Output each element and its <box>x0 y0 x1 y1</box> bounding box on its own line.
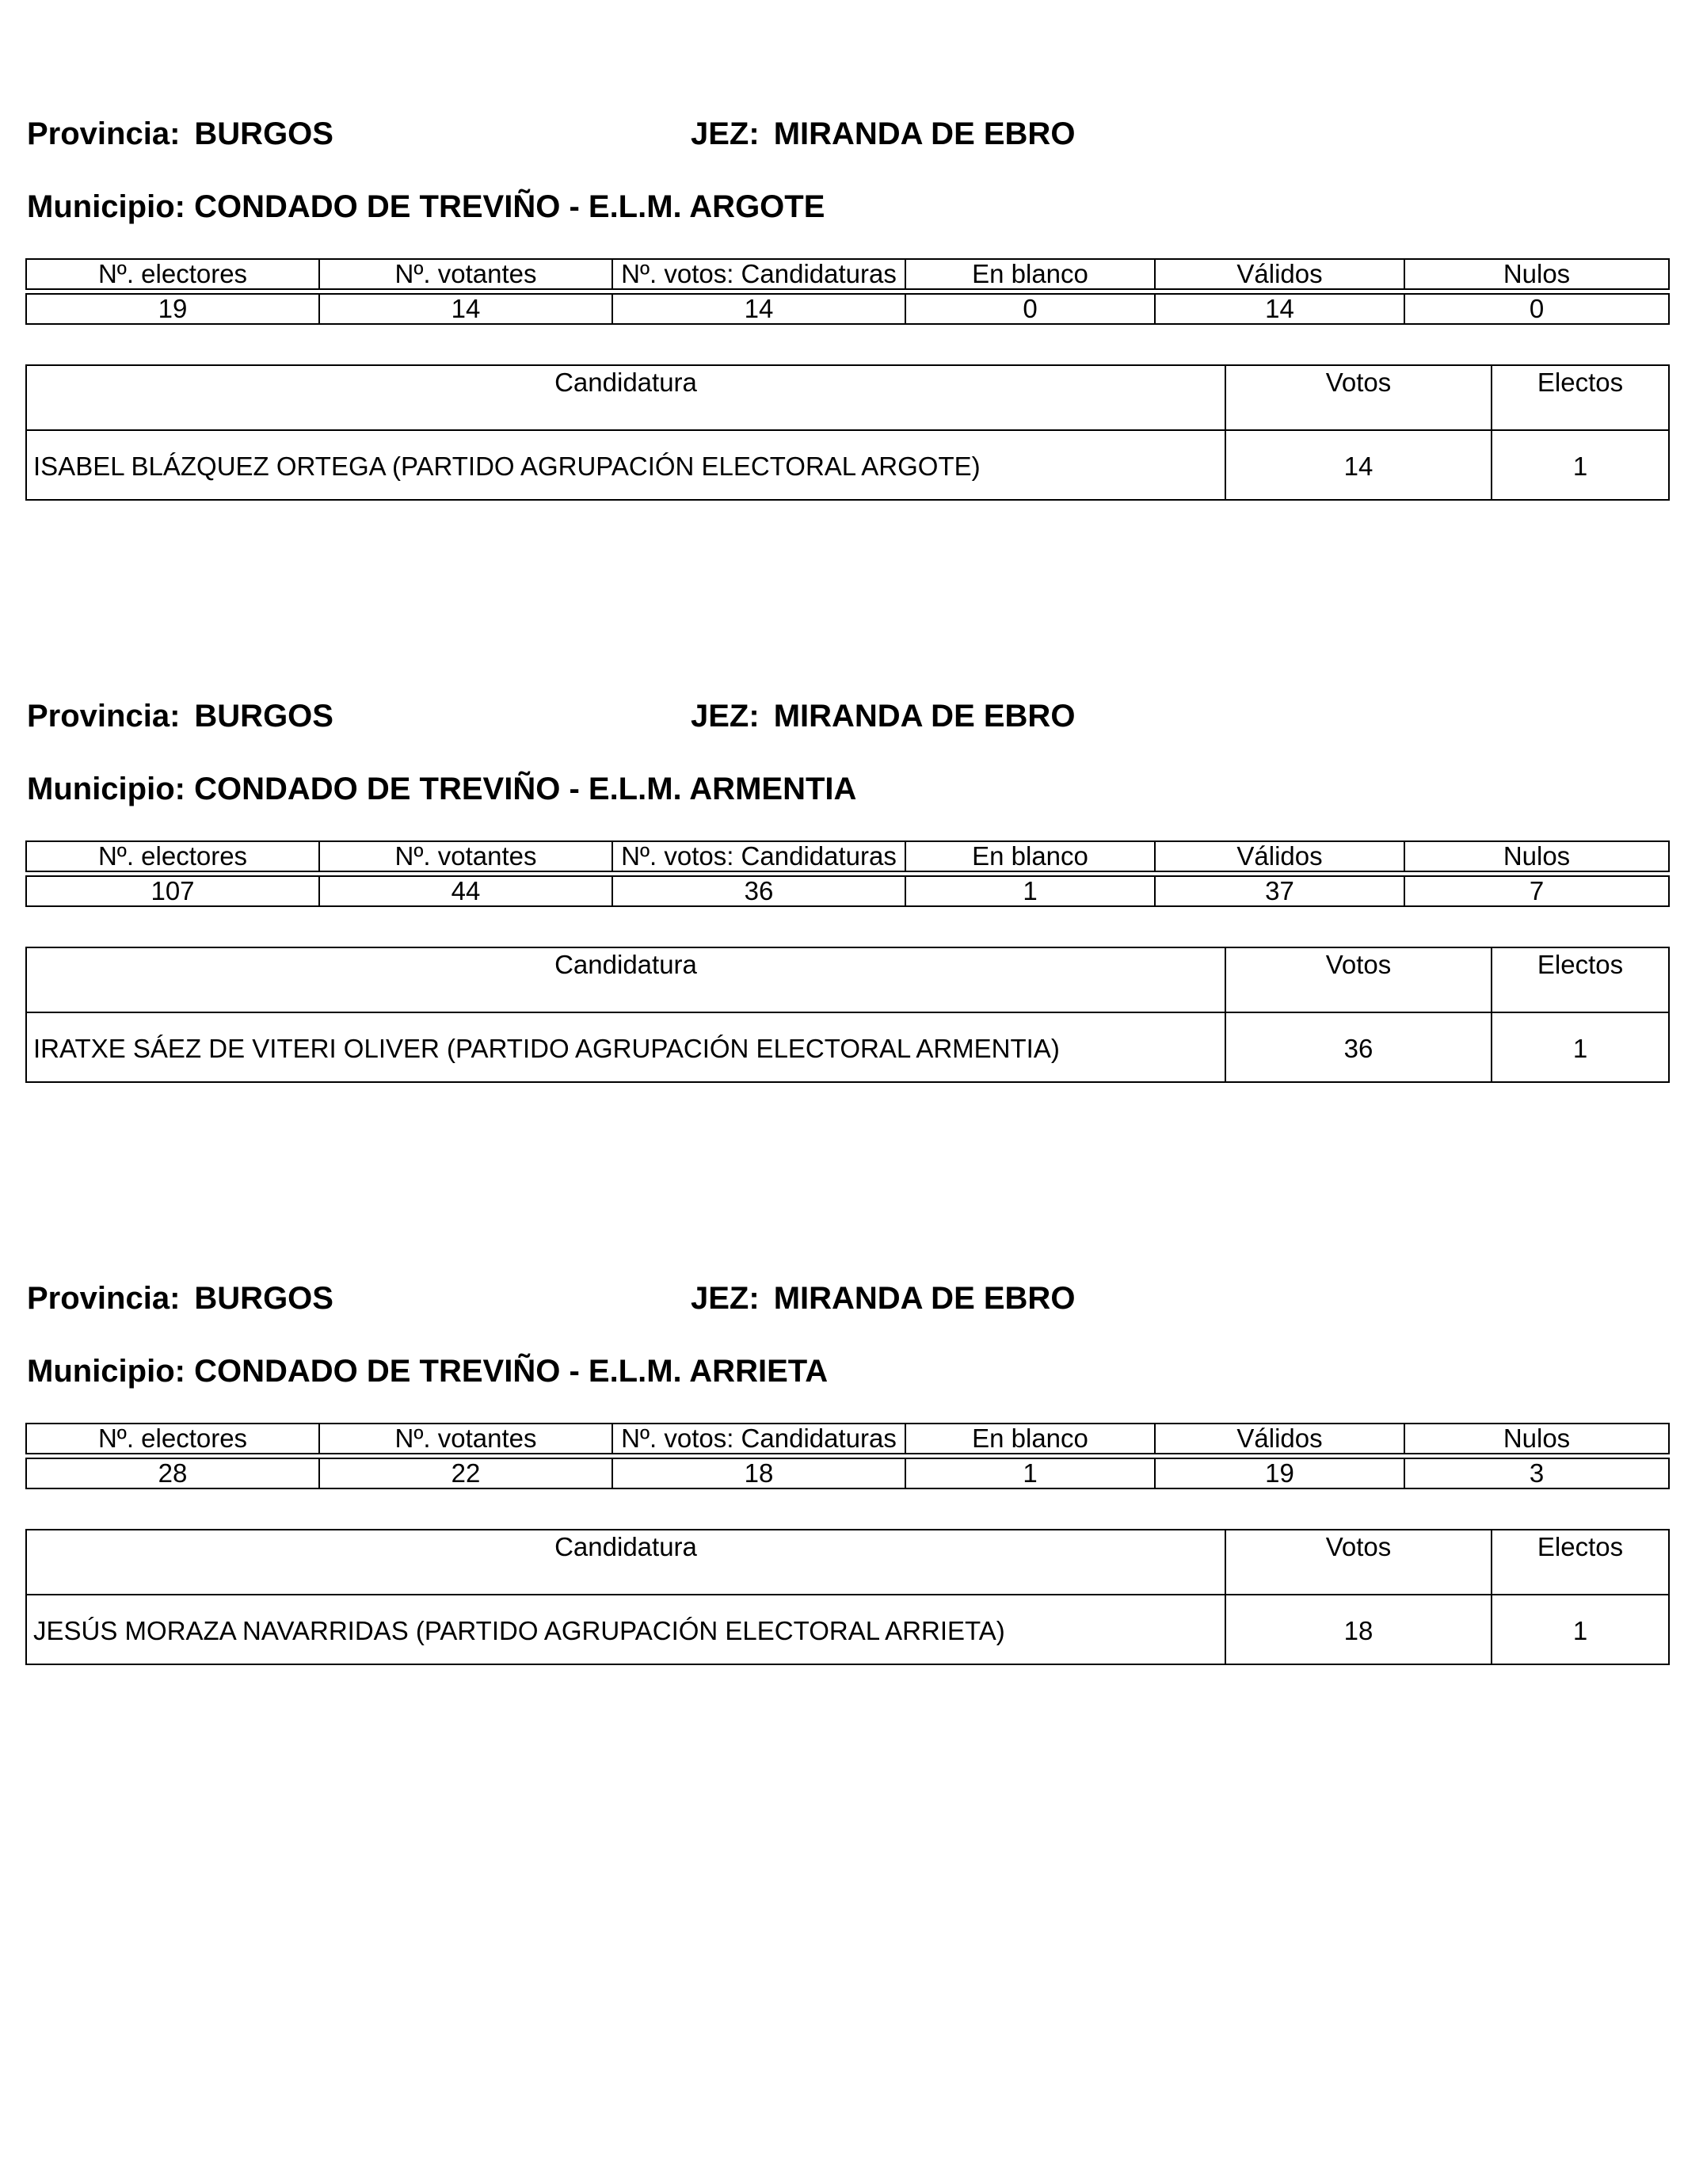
stats-value-electores: 19 <box>26 294 319 324</box>
stats-value-votantes: 14 <box>319 294 612 324</box>
stats-header-en-blanco: En blanco <box>905 841 1155 871</box>
stats-table <box>25 258 1670 325</box>
provincia-label: Provincia: <box>27 699 181 734</box>
candidate-name: ISABEL BLÁZQUEZ ORTEGA (PARTIDO AGRUPACIÓN ELECTORAL ARGOTE) <box>26 430 1225 500</box>
jez-label: JEZ: <box>691 699 760 734</box>
votos-header: Votos <box>1225 947 1492 1012</box>
candidate-electos: 1 <box>1492 430 1669 500</box>
stats-header-validos: Válidos <box>1155 841 1404 871</box>
stats-value-votos-candidaturas: 18 <box>612 1458 905 1488</box>
stats-header-nulos: Nulos <box>1404 259 1669 289</box>
municipio-line <box>27 188 825 226</box>
candidature-row <box>26 1012 1669 1082</box>
municipio-label: Municipio: <box>27 1354 185 1389</box>
jez-line <box>691 697 1075 735</box>
stats-value-nulos: 0 <box>1404 294 1669 324</box>
stats-value-electores: 28 <box>26 1458 319 1488</box>
candidature-header-row <box>26 365 1669 430</box>
stats-value-votos-candidaturas: 14 <box>612 294 905 324</box>
provincia-line <box>27 1279 333 1317</box>
stats-header-row <box>26 841 1669 871</box>
provincia-value: BURGOS <box>194 1281 333 1316</box>
stats-header-electores: Nº. electores <box>26 259 319 289</box>
stats-table <box>25 1423 1670 1489</box>
candidate-name: IRATXE SÁEZ DE VITERI OLIVER (PARTIDO AGRUPACIÓN ELECTORAL ARMENTIA) <box>26 1012 1225 1082</box>
stats-header-row <box>26 1424 1669 1454</box>
stats-header-en-blanco: En blanco <box>905 1424 1155 1454</box>
jez-line <box>691 115 1075 153</box>
jez-label: JEZ: <box>691 1281 760 1316</box>
jez-value: MIRANDA DE EBRO <box>773 699 1076 734</box>
stats-value-row <box>26 876 1669 906</box>
municipio-value: CONDADO DE TREVIÑO - E.L.M. ARMENTIA <box>194 772 857 806</box>
candidature-table <box>25 364 1670 501</box>
stats-value-row <box>26 294 1669 324</box>
electos-header: Electos <box>1492 365 1669 430</box>
candidature-header-row <box>26 947 1669 1012</box>
stats-header-nulos: Nulos <box>1404 1424 1669 1454</box>
stats-header-votantes: Nº. votantes <box>319 841 612 871</box>
stats-header-electores: Nº. electores <box>26 841 319 871</box>
electos-header: Electos <box>1492 947 1669 1012</box>
candidate-votos: 18 <box>1225 1595 1492 1664</box>
stats-header-votos-candidaturas: Nº. votos: Candidaturas <box>612 259 905 289</box>
stats-value-row <box>26 1458 1669 1488</box>
candidature-row <box>26 1595 1669 1664</box>
stats-header-votantes: Nº. votantes <box>319 259 612 289</box>
stats-header-validos: Válidos <box>1155 259 1404 289</box>
stats-header-votos-candidaturas: Nº. votos: Candidaturas <box>612 1424 905 1454</box>
candidate-name: JESÚS MORAZA NAVARRIDAS (PARTIDO AGRUPACIÓN ELECTORAL ARRIETA) <box>26 1595 1225 1664</box>
stats-value-nulos: 3 <box>1404 1458 1669 1488</box>
stats-value-votos-candidaturas: 36 <box>612 876 905 906</box>
stats-value-en-blanco: 1 <box>905 876 1155 906</box>
jez-label: JEZ: <box>691 116 760 151</box>
stats-value-votantes: 22 <box>319 1458 612 1488</box>
candidate-electos: 1 <box>1492 1595 1669 1664</box>
municipio-line <box>27 1352 828 1390</box>
stats-value-votantes: 44 <box>319 876 612 906</box>
stats-table <box>25 840 1670 907</box>
stats-header-electores: Nº. electores <box>26 1424 319 1454</box>
stats-value-validos: 37 <box>1155 876 1404 906</box>
votos-header: Votos <box>1225 365 1492 430</box>
votos-header: Votos <box>1225 1530 1492 1595</box>
stats-header-validos: Válidos <box>1155 1424 1404 1454</box>
candidatura-header: Candidatura <box>26 365 1225 430</box>
municipio-value: CONDADO DE TREVIÑO - E.L.M. ARGOTE <box>194 189 825 224</box>
provincia-value: BURGOS <box>194 116 333 151</box>
jez-value: MIRANDA DE EBRO <box>773 1281 1076 1316</box>
stats-header-row <box>26 259 1669 289</box>
provincia-line <box>27 697 333 735</box>
provincia-value: BURGOS <box>194 699 333 734</box>
provincia-line <box>27 115 333 153</box>
provincia-label: Provincia: <box>27 1281 181 1316</box>
stats-value-en-blanco: 1 <box>905 1458 1155 1488</box>
provincia-label: Provincia: <box>27 116 181 151</box>
candidature-header-row <box>26 1530 1669 1595</box>
candidature-table <box>25 1529 1670 1665</box>
candidate-electos: 1 <box>1492 1012 1669 1082</box>
stats-value-en-blanco: 0 <box>905 294 1155 324</box>
jez-line <box>691 1279 1075 1317</box>
stats-value-electores: 107 <box>26 876 319 906</box>
stats-value-nulos: 7 <box>1404 876 1669 906</box>
stats-value-validos: 19 <box>1155 1458 1404 1488</box>
candidature-table <box>25 947 1670 1083</box>
electos-header: Electos <box>1492 1530 1669 1595</box>
municipio-label: Municipio: <box>27 189 185 224</box>
candidate-votos: 14 <box>1225 430 1492 500</box>
stats-header-votos-candidaturas: Nº. votos: Candidaturas <box>612 841 905 871</box>
stats-header-votantes: Nº. votantes <box>319 1424 612 1454</box>
candidate-votos: 36 <box>1225 1012 1492 1082</box>
candidatura-header: Candidatura <box>26 947 1225 1012</box>
stats-header-en-blanco: En blanco <box>905 259 1155 289</box>
municipio-line <box>27 770 856 808</box>
municipio-value: CONDADO DE TREVIÑO - E.L.M. ARRIETA <box>194 1354 829 1389</box>
jez-value: MIRANDA DE EBRO <box>773 116 1076 151</box>
stats-header-nulos: Nulos <box>1404 841 1669 871</box>
candidature-row <box>26 430 1669 500</box>
municipio-label: Municipio: <box>27 772 185 806</box>
stats-value-validos: 14 <box>1155 294 1404 324</box>
candidatura-header: Candidatura <box>26 1530 1225 1595</box>
